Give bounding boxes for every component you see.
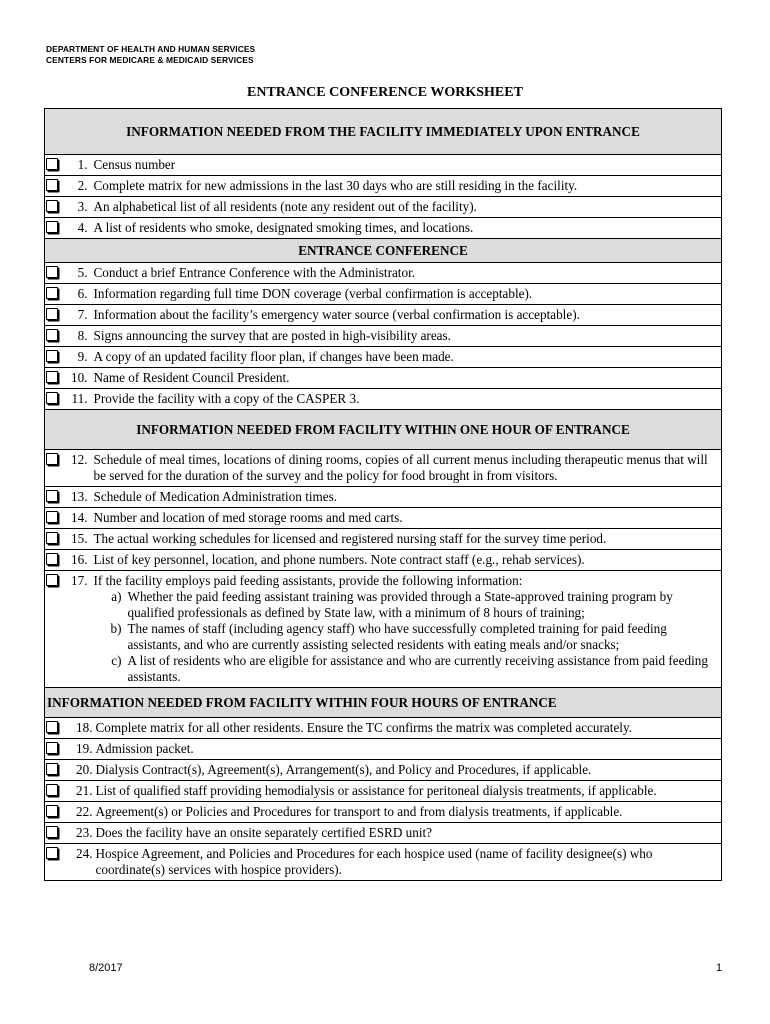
- subitem-a: [94, 589, 720, 621]
- checklist-row: [45, 508, 722, 529]
- item-text: Information about the facility’s emergency water source (verbal confirmation is acceptable).: [93, 307, 580, 322]
- checklist-row: [45, 571, 722, 688]
- item-number: 14.: [71, 510, 88, 525]
- checkbox[interactable]: [46, 200, 58, 212]
- agency-line-2: CENTERS FOR MEDICARE & MEDICAID SERVICES: [46, 55, 254, 65]
- item-text: Name of Resident Council President.: [93, 370, 290, 385]
- item-text: List of key personnel, location, and phone numbers. Note contract staff (e.g., rehab services).: [93, 552, 585, 567]
- item-number: 21.: [76, 783, 93, 798]
- checkbox[interactable]: [46, 308, 58, 320]
- item-text: If the facility employs paid feeding assistants, provide the following information:: [93, 573, 523, 588]
- item-number: 24.: [76, 846, 93, 861]
- checklist-row: [45, 487, 722, 508]
- item-number: 7.: [77, 307, 88, 322]
- item-number: 10.: [71, 370, 88, 385]
- checkbox[interactable]: [46, 721, 58, 733]
- item-text: Signs announcing the survey that are posted in high-visibility areas.: [93, 328, 451, 343]
- item-number: 5.: [77, 265, 88, 280]
- item-text: Conduct a brief Entrance Conference with the Administrator.: [93, 265, 416, 280]
- item-text: Provide the facility with a copy of the CASPER 3.: [93, 391, 360, 406]
- item-text: A copy of an updated facility floor plan, if changes have been made.: [93, 349, 454, 364]
- item-text: Does the facility have an onsite separately certified ESRD unit?: [95, 825, 433, 840]
- checkbox[interactable]: [46, 847, 58, 859]
- checklist-row: [45, 368, 722, 389]
- checklist-row: [45, 305, 722, 326]
- item-number: 8.: [77, 328, 88, 343]
- footer-date: 8/2017: [89, 962, 123, 974]
- checkbox[interactable]: [46, 329, 58, 341]
- section-header-four-hours: INFORMATION NEEDED FROM FACILITY WITHIN FOUR HOURS OF ENTRANCE: [45, 688, 722, 718]
- checklist-row: [45, 347, 722, 368]
- item-text: Agreement(s) or Policies and Procedures for transport to and from dialysis treatments, if applicable.: [95, 804, 623, 819]
- subitem-text: Whether the paid feeding assistant training was provided through a State-approved training program by qualified professionals as defined by State law, with a minimum of 8 hours of training;: [127, 589, 673, 620]
- subitem-letter: b): [110, 621, 122, 636]
- section-header-immediate: INFORMATION NEEDED FROM THE FACILITY IMMEDIATELY UPON ENTRANCE: [45, 109, 722, 155]
- checklist-row: [45, 284, 722, 305]
- section-header-one-hour: INFORMATION NEEDED FROM FACILITY WITHIN ONE HOUR OF ENTRANCE: [45, 410, 722, 450]
- checkbox[interactable]: [46, 221, 58, 233]
- item-number: 13.: [71, 489, 88, 504]
- item-number: 2.: [77, 178, 88, 193]
- checklist-row: [45, 218, 722, 239]
- item-text: Hospice Agreement, and Policies and Procedures for each hospice used (name of facility designee(s) who coordinate(s) services with hospice providers).: [95, 846, 653, 877]
- checklist-row: [45, 550, 722, 571]
- checkbox[interactable]: [46, 826, 58, 838]
- checkbox[interactable]: [46, 784, 58, 796]
- checkbox[interactable]: [46, 805, 58, 817]
- checkbox[interactable]: [46, 574, 58, 586]
- checklist-row: [45, 739, 722, 760]
- item-text: Number and location of med storage rooms and med carts.: [93, 510, 403, 525]
- item-text: Complete matrix for new admissions in the last 30 days who are still residing in the facility.: [93, 178, 578, 193]
- checkbox[interactable]: [46, 392, 58, 404]
- checklist-row: [45, 781, 722, 802]
- checkbox[interactable]: [46, 490, 58, 502]
- item-number: 15.: [71, 531, 88, 546]
- item-number: 22.: [76, 804, 93, 819]
- item-number: 23.: [76, 825, 93, 840]
- checklist-row: [45, 529, 722, 550]
- item-text: An alphabetical list of all residents (note any resident out of the facility).: [93, 199, 477, 214]
- subitem-text: A list of residents who are eligible for assistance and who are currently receiving assistance from paid feeding assistants.: [127, 653, 708, 684]
- item-number: 4.: [77, 220, 88, 235]
- item-number: 18.: [76, 720, 93, 735]
- item-text: Admission packet.: [95, 741, 194, 756]
- checkbox[interactable]: [46, 158, 58, 170]
- checklist-row: [45, 823, 722, 844]
- item-text: List of qualified staff providing hemodialysis or assistance for peritoneal dialysis treatments, if applicable.: [95, 783, 657, 798]
- checklist-row: [45, 718, 722, 739]
- subitem-letter: a): [111, 589, 122, 604]
- worksheet-table: [44, 108, 722, 881]
- item-number: 12.: [71, 452, 88, 467]
- item-text: Dialysis Contract(s), Agreement(s), Arrangement(s), and Policy and Procedures, if applicable.: [95, 762, 592, 777]
- item-text: Information regarding full time DON coverage (verbal confirmation is acceptable).: [93, 286, 533, 301]
- item-text: Schedule of Medication Administration times.: [93, 489, 338, 504]
- subitem-c: [94, 653, 720, 685]
- subitem-letter: c): [111, 653, 122, 668]
- item-number: 17.: [71, 573, 88, 588]
- checklist-row: [45, 197, 722, 218]
- item-number: 20.: [76, 762, 93, 777]
- item-text: A list of residents who smoke, designated smoking times, and locations.: [93, 220, 474, 235]
- checkbox[interactable]: [46, 763, 58, 775]
- checkbox[interactable]: [46, 532, 58, 544]
- item-number: 6.: [77, 286, 88, 301]
- item-number: 11.: [71, 391, 88, 406]
- checklist-row: [45, 176, 722, 197]
- checklist-row: [45, 263, 722, 284]
- agency-header: [46, 44, 255, 66]
- item-number: 19.: [76, 741, 93, 756]
- agency-line-1: DEPARTMENT OF HEALTH AND HUMAN SERVICES: [46, 44, 256, 54]
- checkbox[interactable]: [46, 742, 58, 754]
- checklist-row: [45, 326, 722, 347]
- item-text: Schedule of meal times, locations of dining rooms, copies of all current menus including therapeutic menus that will be served for the duration of the survey and the policy for food brought in from visitors.: [93, 452, 708, 483]
- checkbox[interactable]: [46, 266, 58, 278]
- checklist-row: [45, 450, 722, 487]
- checkbox[interactable]: [46, 553, 58, 565]
- section-header-entrance-conference: ENTRANCE CONFERENCE: [45, 239, 722, 263]
- checklist-row: [45, 844, 722, 881]
- checkbox[interactable]: [46, 371, 58, 383]
- checklist-row: [45, 155, 722, 176]
- checkbox[interactable]: [46, 179, 58, 191]
- checklist-row: [45, 802, 722, 823]
- item-text: The actual working schedules for licensed and registered nursing staff for the survey time period.: [93, 531, 607, 546]
- page-number: 1: [716, 962, 723, 974]
- item-number: 16.: [71, 552, 88, 567]
- item-text: Complete matrix for all other residents. Ensure the TC confirms the matrix was completed accurately.: [95, 720, 632, 735]
- subitem-text: The names of staff (including agency staff) who have successfully completed training for paid feeding assistants, and who are currently assisting selected residents with eating meals and/or snacks;: [127, 621, 667, 652]
- checkbox[interactable]: [46, 287, 58, 299]
- checkbox[interactable]: [46, 350, 58, 362]
- item-number: 3.: [77, 199, 88, 214]
- checkbox[interactable]: [46, 453, 58, 465]
- document-title: ENTRANCE CONFERENCE WORKSHEET: [247, 85, 523, 100]
- item-number: 1.: [77, 157, 88, 172]
- checklist-row: [45, 760, 722, 781]
- item-number: 9.: [77, 349, 88, 364]
- subitem-b: [94, 621, 720, 653]
- checklist-row: [45, 389, 722, 410]
- item-text: Census number: [93, 157, 176, 172]
- checkbox[interactable]: [46, 511, 58, 523]
